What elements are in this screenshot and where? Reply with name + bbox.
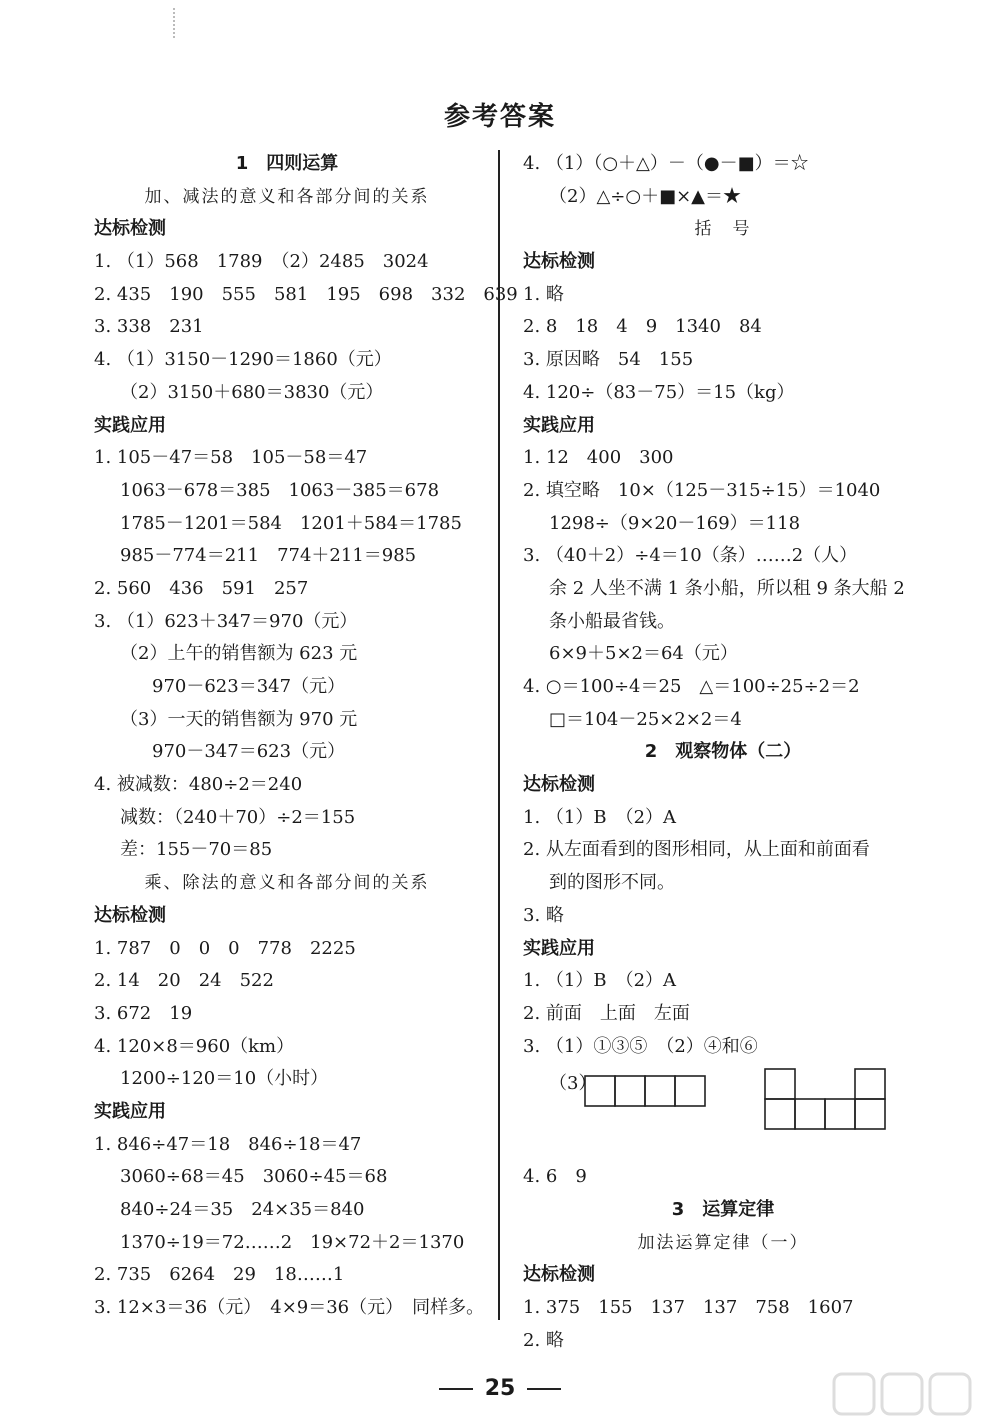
answer-line: 4. 120×8＝960（km）	[94, 1035, 295, 1057]
answer-line: 1. 12 400 300	[523, 447, 674, 469]
answer-line: （2）3150＋680＝3830（元）	[120, 381, 384, 403]
page-number-dash-right	[527, 1388, 561, 1390]
answer-line: 1200÷120＝10（小时）	[120, 1068, 329, 1090]
top-view-grid	[763, 1067, 889, 1133]
answer-line: □＝104－25×2×2＝4	[549, 708, 742, 730]
answer-line: 2. 填空略 10×（125－315÷15）＝1040	[523, 479, 881, 501]
answer-line: 1063－678＝385 1063－385＝678	[120, 479, 440, 501]
answer-line: 1. （1）B （2）A	[523, 806, 677, 828]
watermark-logo	[830, 1368, 980, 1423]
grid-square	[615, 1076, 645, 1106]
answer-line: 3. 672 19	[94, 1002, 193, 1024]
answer-line: 2. 前面 上面 左面	[523, 1002, 690, 1024]
section-heading: 3 运算定律	[671, 1198, 775, 1220]
answer-line: 2. 560 436 591 257	[94, 577, 309, 599]
answer-line: （3）一天的销售额为 970 元	[120, 708, 358, 730]
answer-line: 条小船最省钱。	[549, 610, 675, 632]
answer-line: 1370÷19＝72……2 19×72＋2＝1370	[120, 1231, 465, 1253]
answer-line: 余 2 人坐不满 1 条小船，所以租 9 条大船 2	[549, 577, 905, 599]
answer-line: 3. 12×3＝36（元） 4×9＝36（元） 同样多。	[94, 1297, 485, 1319]
answer-line: 差：155－70＝85	[120, 839, 273, 861]
grid-square	[855, 1099, 885, 1129]
answer-line: 3. （40＋2）÷4＝10（条）……2（人）	[523, 545, 858, 567]
answer-line: 3. 略	[523, 904, 564, 926]
exercise-label: 达标检测	[523, 251, 595, 273]
answer-line: 1298÷（9×20－169）＝118	[549, 512, 801, 534]
grid-square	[825, 1099, 855, 1129]
answer-line: 4. 120÷（83－75）＝15（kg）	[523, 381, 795, 403]
exercise-label: 实践应用	[523, 937, 595, 959]
exercise-label: 实践应用	[523, 414, 595, 436]
subsection-heading: 加、减法的意义和各部分间的关系	[144, 186, 430, 207]
answer-line: 1. 787 0 0 0 778 2225	[94, 937, 356, 959]
subsection-heading: 加法运算定律（一）	[637, 1232, 809, 1253]
subsection-heading: 乘、除法的意义和各部分间的关系	[144, 873, 430, 894]
page-title: 参考答案	[443, 102, 556, 132]
column-divider	[498, 150, 500, 1320]
grid-square	[855, 1069, 885, 1099]
answer-line: 6×9＋5×2＝64（元）	[549, 643, 738, 665]
answer-line: 2. 略	[523, 1329, 564, 1351]
answer-line: 1. （1）568 1789 （2）2485 3024	[94, 251, 429, 273]
answer-line: 3. 338 231	[94, 316, 204, 338]
exercise-label: 实践应用	[94, 1100, 166, 1122]
subsection-heading: 括 号	[694, 219, 752, 240]
answer-line: 4. 6 9	[523, 1166, 587, 1188]
section-heading: 2 观察物体（二）	[644, 741, 802, 763]
grid-square	[765, 1069, 795, 1099]
right-column	[523, 148, 923, 1357]
answer-line: 970－623＝347（元）	[152, 676, 346, 697]
answer-line: 1. 略	[523, 283, 564, 305]
answer-line: 1. 105－47＝58 105－58＝47	[94, 447, 368, 469]
answer-line: 1785－1201＝584 1201＋584＝1785	[120, 512, 462, 534]
answer-line: 985－774＝211 774＋211＝985	[120, 545, 417, 567]
section-heading: 1 四则运算	[235, 153, 339, 174]
answer-line: 1. 846÷47＝18 846÷18＝47	[94, 1133, 362, 1155]
exercise-label: 达标检测	[94, 218, 166, 240]
figure-answer-row	[523, 1063, 923, 1161]
exercise-label: 达标检测	[523, 1264, 595, 1286]
answer-line: 2. 435 190 555 581 195 698 332 639	[94, 283, 518, 305]
answer-line: 4. （1）3150－1290＝1860（元）	[94, 349, 392, 371]
page-number-dash-left	[439, 1388, 473, 1390]
answer-line: 970－347＝623（元）	[152, 741, 346, 763]
answer-line: 3060÷68＝45 3060÷45＝68	[120, 1166, 388, 1188]
exercise-label: 达标检测	[523, 774, 595, 796]
answer-line: 到的图形不同。	[549, 872, 675, 894]
page-number-value: 25	[484, 1376, 516, 1401]
grid-square	[585, 1076, 615, 1106]
answer-line: 1. （1）B （2）A	[523, 970, 677, 992]
answer-line: （2）△÷○＋■×▲＝★	[549, 185, 742, 207]
front-view-grid	[583, 1073, 707, 1109]
grid-square	[675, 1076, 705, 1106]
answer-line: 4. ○＝100÷4＝25 △＝100÷25÷2＝2	[523, 676, 860, 697]
exercise-label: 实践应用	[94, 414, 166, 436]
answer-line: 3. 原因略 54 155	[523, 349, 694, 371]
answer-line: 1. 375 155 137 137 758 1607	[523, 1297, 854, 1318]
margin-dots	[173, 8, 177, 38]
answer-line: 4. 被减数：480÷2＝240	[94, 774, 303, 796]
answer-line: 3. （1）623＋347＝970（元）	[94, 610, 358, 632]
grid-square	[795, 1099, 825, 1129]
answer-line: （2）上午的销售额为 623 元	[120, 643, 358, 665]
answer-line: 2. 735 6264 29 18……1	[94, 1264, 345, 1286]
grid-square	[765, 1099, 795, 1129]
figure-answer-label: （3）	[549, 1073, 597, 1095]
left-column	[94, 148, 518, 1325]
answer-line: 2. 14 20 24 522	[94, 970, 274, 992]
exercise-label: 达标检测	[94, 904, 166, 926]
answer-line: 840÷24＝35 24×35＝840	[120, 1199, 365, 1220]
answer-line: 2. 8 18 4 9 1340 84	[523, 316, 762, 338]
grid-square	[645, 1076, 675, 1106]
answer-line: 2. 从左面看到的图形相同，从上面和前面看	[523, 839, 870, 861]
answer-line: 3. （1）①③⑤ （2）④和⑥	[523, 1035, 758, 1057]
answer-line: 减数：（240＋70）÷2＝155	[120, 806, 356, 828]
answer-line: 4. （1）（○＋△）－（●－■）＝☆	[523, 153, 809, 174]
